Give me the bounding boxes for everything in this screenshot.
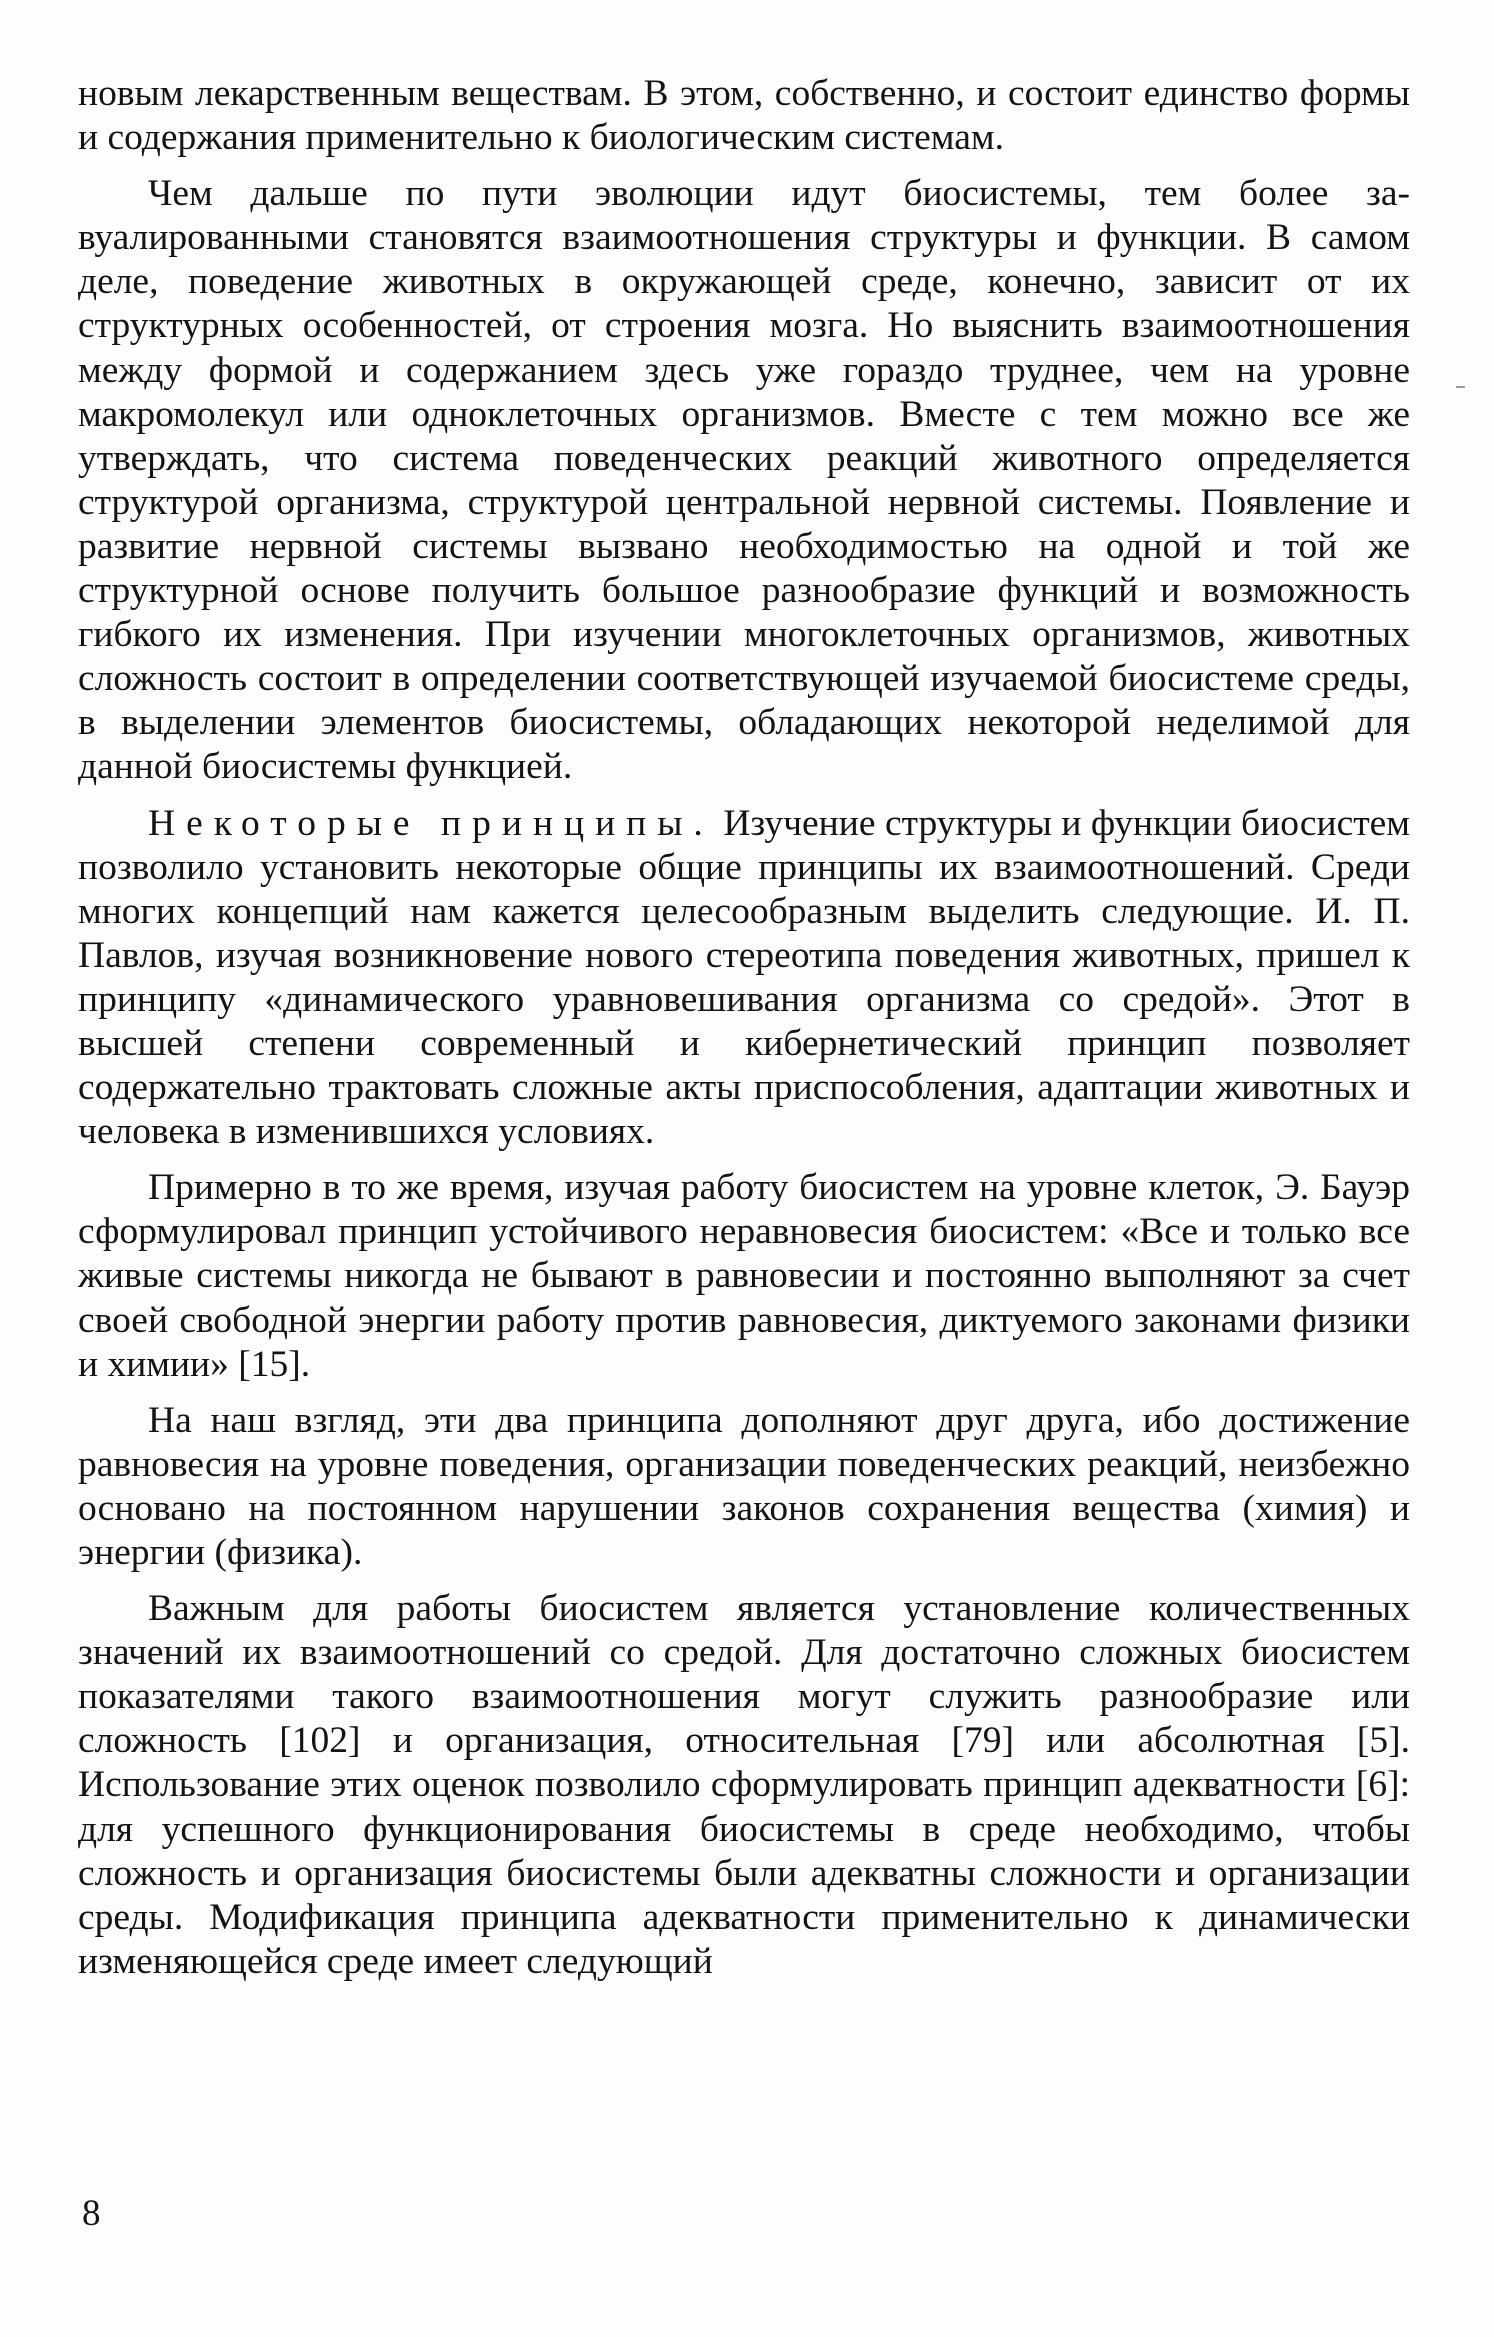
paragraph-bauer: Примерно в то же время, изучая работу биосистем на уровне клеток, Э. Бауэр сформулировал принцип устойчивого неравновесия биосистем: «Все и только все живые системы никогда не бывают в равновесии и постоянно выполняют за счет своей свободной энергии работу против равновесия, диктуемого законами физики и химии» [15]. <box>78 1167 1410 1385</box>
paragraph-complementary: На наш взгляд, эти два принципа дополняют друг друга, ибо достижение равновесия на уровне поведения, организации поведенческих реакций, неизбежно основано на постоянном нарушении законов сохранения вещества (химия) и энергии (физика). <box>78 1399 1410 1573</box>
body-text <box>78 72 1410 1984</box>
print-speck <box>1456 386 1465 388</box>
paragraph-continued: новым лекарственным веществам. В этом, собственно, и состоит единство формы и содержания применительно к биологическим системам. <box>78 73 1410 159</box>
section-heading-principles: Некоторые принципы. <box>148 802 714 844</box>
paragraph-adequacy: Важным для работы биосистем является установление количественных значений их взаимоотношений со средой. Для достаточно сложных биосистем показателями такого взаимоотношения могут служить разнообразие или сложность [102] и организация, относительная [79] или абсолютная [5]. Использование этих оценок позволило сформулировать принцип адекватности [6]: для успешного функционирования биосистемы в среде необходимо, чтобы сложность и организация биосистемы были адекватны сложности и организации среды. Модификация принципа адекватности применительно к динамически изменяющейся среде имеет следующий <box>78 1588 1410 1982</box>
paragraph-principles <box>78 802 1410 1155</box>
page-number: 8 <box>82 2193 101 2234</box>
paragraph-evolution: Чем дальше по пути эволюции идут биосистемы, тем более завуалированными становятся взаимоотношения структуры и функции. В самом деле, поведение животных в окружающей среде, конечно, зависит от их структурных особенностей, от строения мозга. Но выяснить взаимоотношения между формой и содержанием здесь уже гораздо труднее, чем на уровне макромолекул или одноклеточных организмов. Вместе с тем можно все же утверждать, что система поведенческих реакций животного определяется структурой организма, структурой центральной нервной системы. Появление и развитие нервной системы вызвано необходимостью на одной и той же структурной основе получить большое разнообразие функций и возможность гибкого их изменения. При изучении многоклеточных организмов, животных сложность состоит в определении соответствующей изучаемой биосистеме среды, в выделении элементов биосистемы, обладающих некоторой неделимой для данной биосистемы функцией. <box>78 173 1410 788</box>
paragraph-principles-text: Изучение структуры и функции биосистем позволило установить некоторые общие принципы их взаимоотношений. Среди многих концепций нам кажется целесообразным выделить следующие. И. П. Павлов, изучая возникновение нового стереотипа поведения животных, пришел к принципу «динамического уравновешивания организма со средой». Этот в высшей степени современный и кибернетический принцип позволяет содержательно трактовать сложные акты приспособления, адаптации животных и человека в изменившихся условиях. <box>78 802 1411 1153</box>
